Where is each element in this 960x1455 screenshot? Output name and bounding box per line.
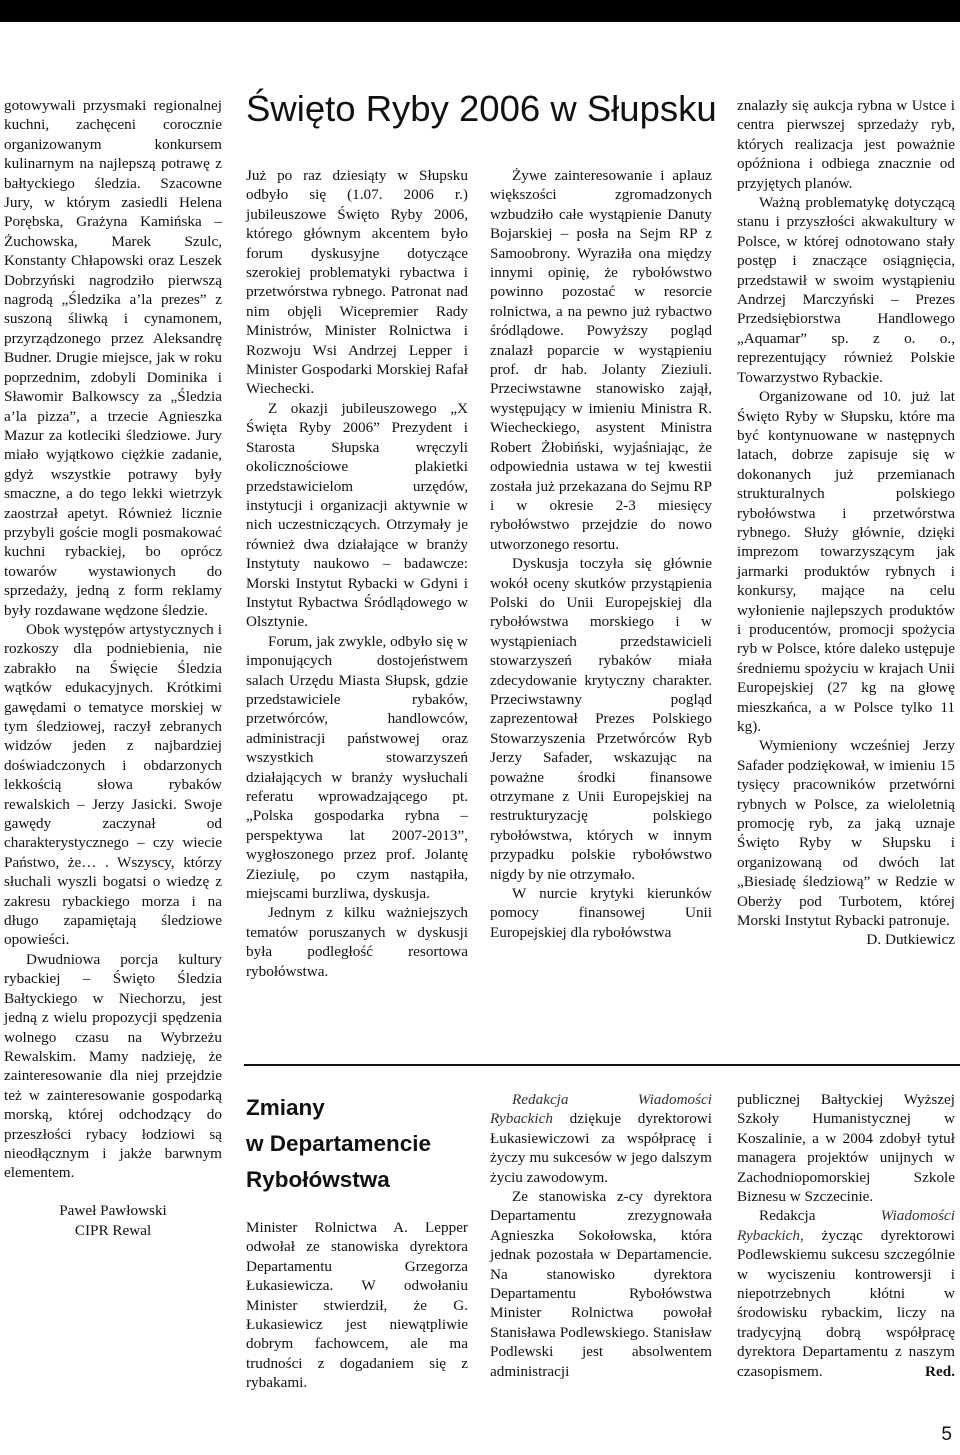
journal-name: Wiadomości Rybackich,	[737, 1207, 955, 1244]
paragraph: publicznej Bałtyckiej Wyższej Szkoły Humanistycznej w Koszalinie, a w 2004 zdobył tytuł managera projektów unijnych w Zachodniopomorskiej Szkole Biznesu w Szczecinie.	[737, 1091, 955, 1206]
journal-name: Redakcja Wiadomości Rybackich	[490, 1091, 712, 1128]
paragraph: gotowywali przysmaki regionalnej kuchni, zachęceni corocznie organizowanym konkursem kulinarnym na najlepszą potrawę z bałtyckiego śledzia. Szacowne Jury, w którym zasiedli Helena Porębska, Grażyna Kamińska – Żuchowska, Marek Szulc, Konstanty Chłapowski oraz Leszek Dobrzyński nagrodziło pierwszą nagrodą „Śledzika a’la prezes” z suszoną śliwką i cynamonem, przyrządzonego przez Aleksandrę Budner. Drugie miejsce, jak w roku poprzednim, zdobyli Dominika i Sławomir Balkowscy za „Śledzia a’la pizza”, a trzecie Agnieszka Mazur za kotleciki śledziowe. Jury miało wyjątkowo ciężkie zadanie, gdyż wszystkie potrawy były smaczne, a do tego lekki wietrzyk zaostrzał apetyt. Również licznie przybyli goście mogli posmakować kuchni rybackiej, bo oprócz towarów wystawionych do sprzedaży, jedną z form reklamy były rozdawane wędzone śledzie.	[4, 97, 222, 619]
paragraph: Już po raz dziesiąty w Słupsku odbyło się (1.07. 2006 r.) jubileuszowe Święto Ryby 2006, którego głównym akcentem było forum dyskusyjne dotyczące szerokiej problematyki rybactwa i przetwórstwa rybnego. Patronat nad nim objęli Wicepremier Rady Ministrów, Minister Rolnictwa i Rozwoju Wsi Andrzej Lepper i Minister Gospodarki Morskiej Rafał Wiechecki.	[246, 167, 468, 398]
page-number: 5	[941, 1424, 952, 1445]
signature-org: CIPR Rewal	[74, 1221, 152, 1239]
paragraph: W nurcie krytyki kierunków pomocy finansowej Unii Europejskiej dla rybołówstwa	[490, 885, 712, 941]
notice-title	[246, 1090, 476, 1198]
paragraph-text: życząc dyrektorowi Podlewskiemu sukcesu szczególnie w wyciszeniu kontrowersji i niepotrzebnych kłótni w środowisku rybackim, liczy na tradycyjną dobrą współpracę dyrektora Departamentu z naszym czasopismem.	[737, 1226, 955, 1380]
notice-sign: Red.	[925, 1362, 955, 1380]
paragraph: Obok występów artystycznych i rozkoszy dla podniebienia, nie zabrakło na Święcie Śledzia wątków edukacyjnych. Krótkimi gawędami o tematyce morskiej w tym śledziowej, raczył zebranych widzów jeden z najbardziej doświadczonych i obdarzonych lekkością słowa rybaków rewalskich – Jerzy Jasicki. Swoje gawędy zaczynał od charakterystycznego – czy wiecie Państwo, że… . Wszyscy, którzy słuchali wyszli bogatsi o wiedzę z zakresu rybackiego morza i na długo zapamiętają śledziowe opowieści.	[4, 620, 222, 949]
paragraph: Minister Rolnictwa A. Lepper odwołał ze stanowiska dyrektora Departamentu Grzegorza Łukasiewicza. W odwołaniu Minister stwierdził, że G. Łukasiewicz jest niewątpliwie dobrym fachowcem, ale ma trudności z dogadaniem się z rybakami.	[246, 1219, 468, 1392]
paragraph: Ze stanowiska z-cy dyrektora Departamentu zrezygnowała Agnieszka Sokołowska, która jednak pozostała w Departamencie. Na stanowisko dyrektora Departamentu Rybołówstwa Minister Rolnictwa powołał Stanisława Podlewskiego. Stanisław Podlewski jest absolwentem administracji	[490, 1188, 712, 1380]
paragraph: Jednym z kilku ważniejszych tematów poruszanych w dyskusji była podległość resortowa rybołówstwa.	[246, 904, 468, 980]
notice-title-line: Rybołówstwa	[246, 1167, 390, 1192]
paragraph-text: Redakcja	[759, 1207, 881, 1225]
paragraph: znalazły się aukcja rybna w Ustce i centra pierwszej sprzedaży ryb, których realizacja jest poważnie opóźniona i odbiega znacznie od przyjętych planów.	[737, 97, 955, 192]
article-column-middle-2	[490, 166, 712, 942]
notice-title-line: Zmiany	[246, 1095, 325, 1120]
paragraph-text: dziękuje dyrektorowi Łukasiewiczowi za współpracę i życzy mu sukcesów w jego dalszym życiu zawodowym.	[490, 1110, 712, 1186]
article-column-right	[737, 96, 955, 950]
notice-column-b	[490, 1090, 712, 1381]
signature-name: Paweł Pawłowski	[59, 1201, 167, 1219]
top-black-bar	[0, 0, 960, 22]
notice-title-line: w Departamencie	[246, 1131, 432, 1156]
paragraph: Dyskusja toczyła się głównie wokół oceny skutków przystąpienia Polski do Unii Europejskiej dla rybołówstwa morskiego i w wystąpieniach przedstawicieli stowarzyszeń rybaków miała zdecydowanie krytyczny charakter. Przeciwstawny pogląd zaprezentował Prezes Polskiego Stowarzyszenia Przetwórców Ryb Jerzy Safader, wskazując na poważne środki finansowe otrzymane z Unii Europejskiej na restrukturyzację polskiego rybołówstwa, których w innym przypadku polskie rybołówstwo nigdy by nie otrzymało.	[490, 555, 712, 883]
article-author: D. Dutkiewicz	[866, 931, 955, 949]
article-column-left	[4, 96, 222, 1241]
paragraph: Ważną problematykę dotyczącą stanu i przyszłości akwakultury w Polsce, w której odnotowano stały postęp i znaczące osiągnięcia, przedstawił w swoim wystąpieniu Andrzej Marczyński – Prezes Przedsiębiorstwa Handlowego „Aquamar” sp. z o. o., reprezentujący również Polskie Towarzystwo Rybackie.	[737, 194, 955, 386]
paragraph	[490, 1090, 712, 1187]
paragraph: Forum, jak zwykle, odbyło się w imponujących dostojeństwem salach Urzędu Miasta Słupsk, gdzie przedstawiciele rybaków, przetwórców, handlowców, administracji państwowej oraz wszystkich stowarzyszeń działających w branży wysłuchali referatu wprowadzającego pt. „Polska gospodarka rybna – perspektywa lat 2007-2013”, wygłoszonego przez prof. Jolantę Zieziulę, po czym nastąpiła, miejscami burzliwa, dyskusja.	[246, 632, 468, 903]
paragraph: Wymieniony wcześniej Jerzy Safader podziękował, w imieniu 15 tysięcy pracowników przetwórni rybnych w Polsce, za wieloletnią promocję ryb, za jaką uznaje Święto Ryby w Słupsku i organizowaną od dwóch lat „Biesiadę śledziową” w Redzie w Oberży pod Turbotem, której Morski Instytut Rybacki patronuje.	[737, 737, 955, 930]
notice-column-c	[737, 1090, 955, 1381]
section-separator	[244, 1064, 960, 1066]
paragraph: Żywe zainteresowanie i aplauz większości zgromadzonych wzbudziło całe wystąpienie Danuty Bojarskiej – posła na Sejm RP z Samoobrony. Wyraziła ona między innymi opinię, że rybołówstwo powinno pozostać w resorcie rolnictwa, a na pewno już rybactwo śródlądowe. Powyższy pogląd znalazł poparcie w wystąpieniu prof. dr hab. Jolanty Zieziuli. Przeciwstawne stanowisko zajął, występujący w imieniu Ministra R. Wiecheckiego, asystent Ministra Robert Żłobiński, wyjaśniając, że odpowiednia ustawa w tej kwestii została już przekazana do Sejmu RP i w okresie 2-3 miesięcy rybołówstwo przejdzie do nowo utworzonego resortu.	[490, 167, 712, 553]
article-column-middle	[246, 166, 468, 981]
paragraph	[737, 1206, 955, 1381]
article-title: Święto Ryby 2006 w Słupsku	[246, 88, 717, 129]
signature	[4, 1201, 222, 1241]
paragraph: Dwudniowa porcja kultury rybackiej – Święto Śledzia Bałtyckiego w Niechorzu, jest jedną z wielu propozycji spędzenia wolnego czasu na Wybrzeżu Rewalskim. Mamy nadzieję, że zainteresowanie dla niej przejdzie też w zainteresowanie gospodarką morską, której odchodzący do przeszłości rybacy łodziowi są nieodłącznym i jakże barwnym elementem.	[4, 950, 222, 1182]
notice-column-a	[246, 1218, 468, 1393]
paragraph: Organizowane od 10. już lat Święto Ryby w Słupsku, które ma być kontynuowane w następnych latach, dobrze zapisuje się w dokonanych już przemianach strukturalnych polskiego rybołówstwa i przetwórstwa rybnego. Służy głównie, dzięki imprezom towarzyszącym jak jarmarki produktów rybnych i konkursy, mające na celu wyłonienie najlepszych produktów i producentów, promocji spożycia ryb w Polsce, które daleko ustępuje średniemu spożyciu w krajach Unii Europejskiej (27 kg na głowę mieszkańca, a w Polsce tylko 11 kg).	[737, 388, 955, 735]
paragraph: Z okazji jubileuszowego „X Święta Ryby 2006” Prezydent i Starosta Słupska wręczyli okolicznościowe plakietki przedstawicielom urzędów, instytucji i organizacji aktywnie w nich uczestniczących. Otrzymały je również dwa działające w branży Instytuty naukowo – badawcze: Morski Instytut Rybacki w Gdyni i Instytut Rybactwa Śródlądowego w Olsztynie.	[246, 399, 468, 631]
